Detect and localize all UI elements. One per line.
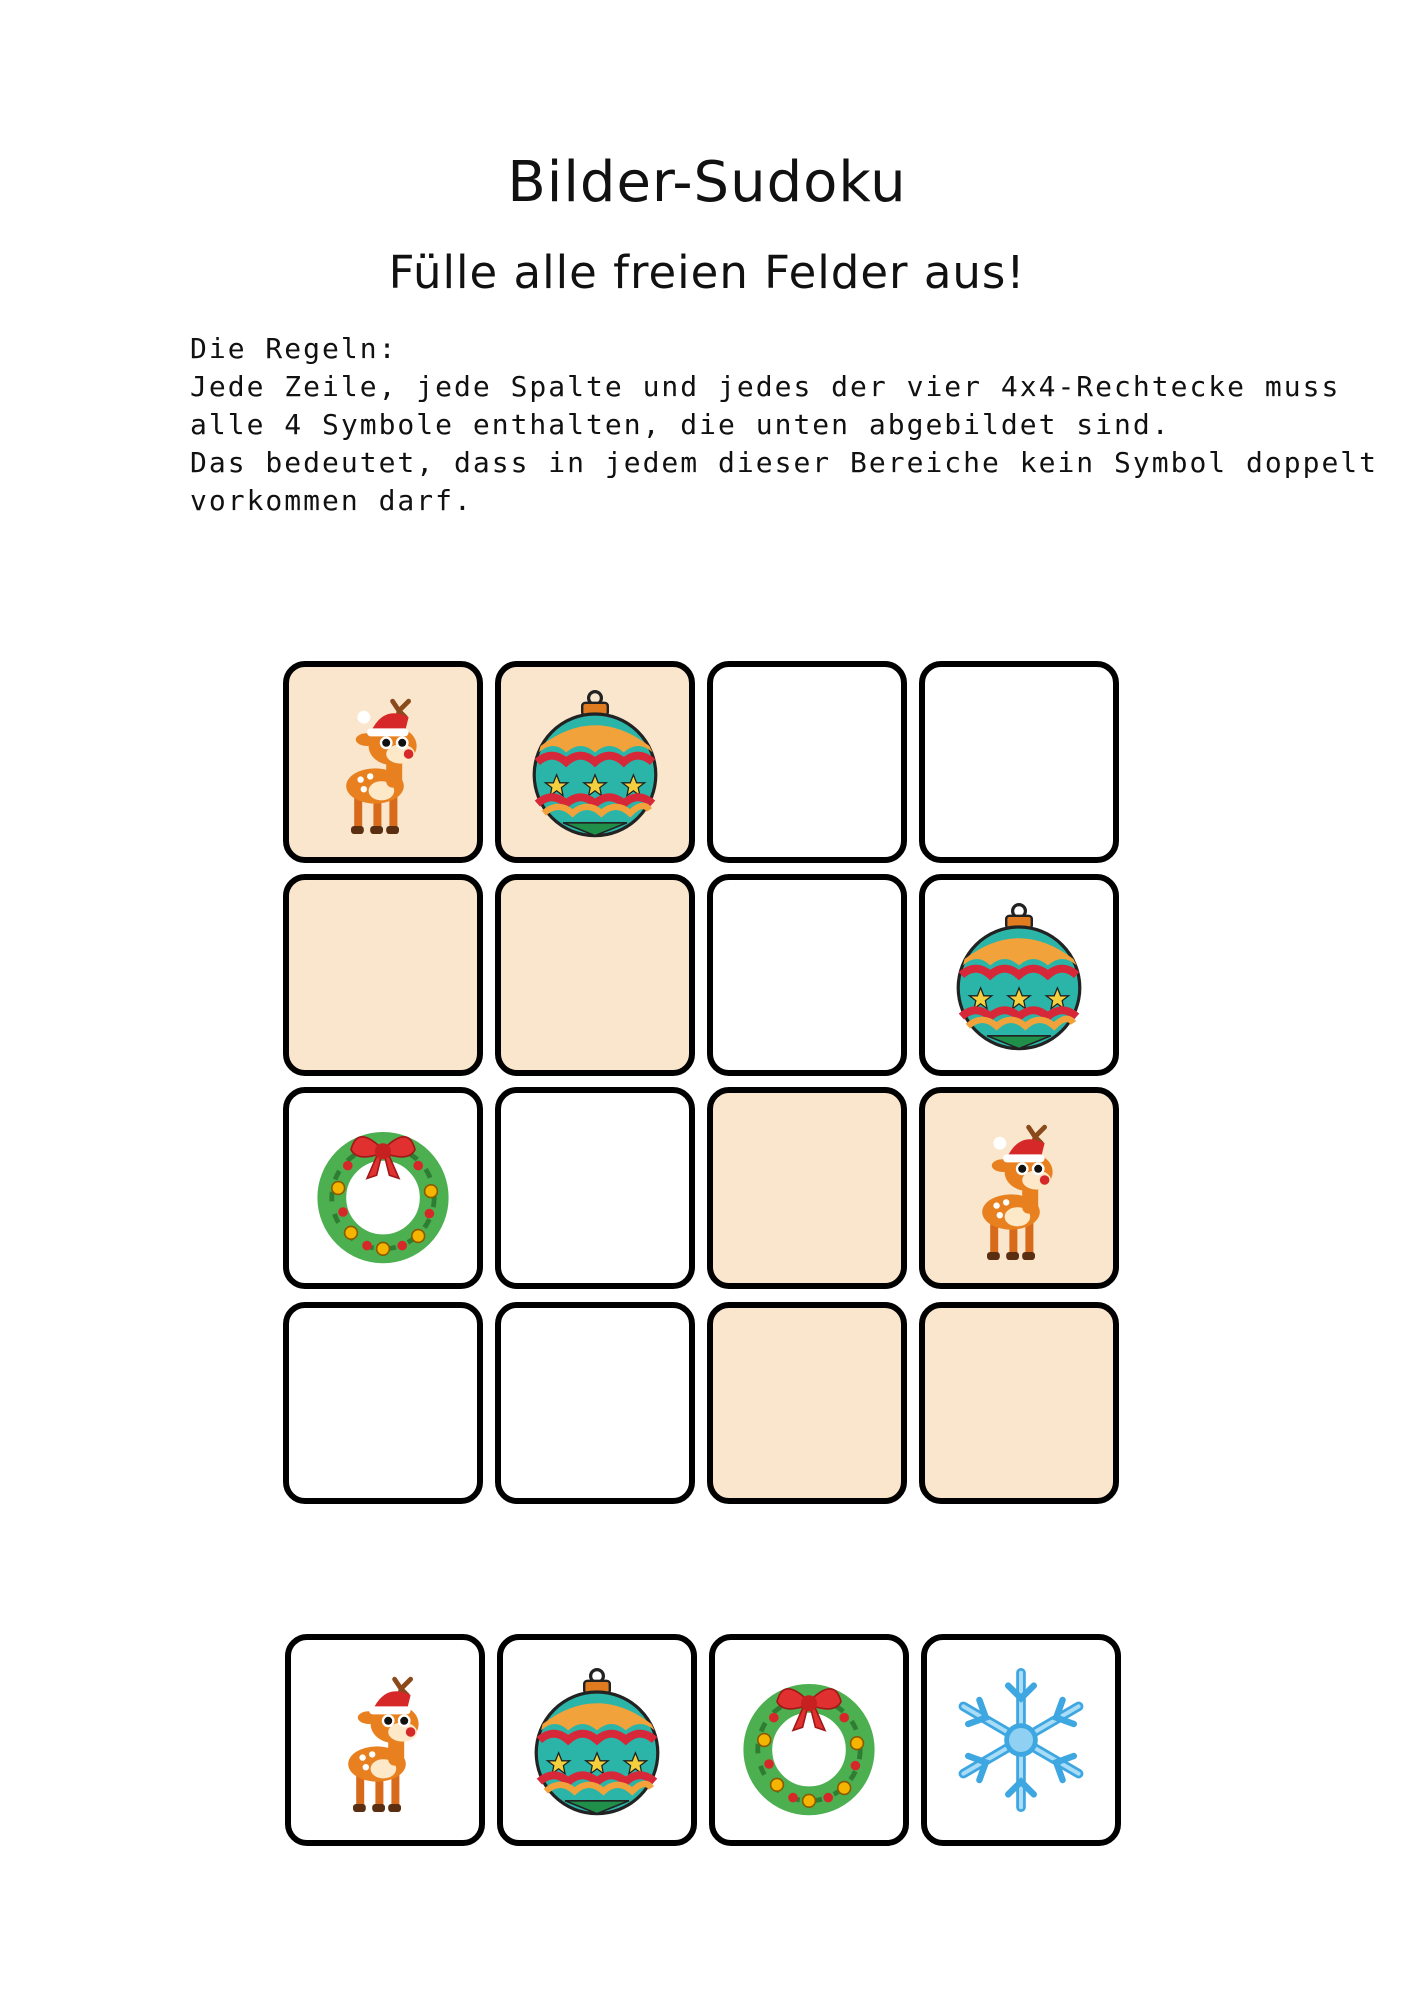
symbol-legend xyxy=(285,1634,1135,1850)
grid-cell-r1-c3[interactable] xyxy=(707,661,907,863)
grid-cell-r3-c4[interactable] xyxy=(919,1087,1119,1289)
rules-line: Das bedeutet, dass in jedem dieser Bereiche kein Symbol doppelt xyxy=(190,446,1379,479)
grid-cell-r4-c3[interactable] xyxy=(707,1302,907,1504)
legend-item-wreath xyxy=(709,1634,909,1846)
ornament-icon xyxy=(939,895,1099,1055)
grid-cell-r3-c2[interactable] xyxy=(495,1087,695,1289)
ornament-icon xyxy=(515,682,675,842)
rules-line: vorkommen darf. xyxy=(190,484,473,517)
grid-cell-r2-c4[interactable] xyxy=(919,874,1119,1076)
sudoku-grid xyxy=(283,661,1133,1519)
grid-cell-r4-c1[interactable] xyxy=(283,1302,483,1504)
wreath-icon xyxy=(729,1660,889,1820)
page-title: Bilder-Sudoku xyxy=(507,150,907,215)
grid-cell-r1-c1[interactable] xyxy=(283,661,483,863)
legend-item-snowflake xyxy=(921,1634,1121,1846)
reindeer-icon xyxy=(939,1108,1099,1268)
grid-cell-r3-c1[interactable] xyxy=(283,1087,483,1289)
wreath-icon xyxy=(303,1108,463,1268)
legend-item-reindeer xyxy=(285,1634,485,1846)
legend-item-ornament xyxy=(497,1634,697,1846)
grid-cell-r2-c3[interactable] xyxy=(707,874,907,1076)
grid-cell-r1-c2[interactable] xyxy=(495,661,695,863)
grid-cell-r2-c2[interactable] xyxy=(495,874,695,1076)
grid-cell-r3-c3[interactable] xyxy=(707,1087,907,1289)
page-subtitle: Fülle alle freien Felder aus! xyxy=(388,246,1026,299)
rules-line: Die Regeln: xyxy=(190,332,398,365)
grid-cell-r2-c1[interactable] xyxy=(283,874,483,1076)
ornament-icon xyxy=(517,1660,677,1820)
rules-text xyxy=(190,330,1379,520)
reindeer-icon xyxy=(303,682,463,842)
snowflake-icon xyxy=(941,1660,1101,1820)
reindeer-icon xyxy=(305,1660,465,1820)
grid-cell-r4-c4[interactable] xyxy=(919,1302,1119,1504)
rules-line: alle 4 Symbole enthalten, die unten abgebildet sind. xyxy=(190,408,1171,441)
rules-line: Jede Zeile, jede Spalte und jedes der vier 4x4-Rechtecke muss xyxy=(190,370,1341,403)
grid-cell-r1-c4[interactable] xyxy=(919,661,1119,863)
grid-cell-r4-c2[interactable] xyxy=(495,1302,695,1504)
